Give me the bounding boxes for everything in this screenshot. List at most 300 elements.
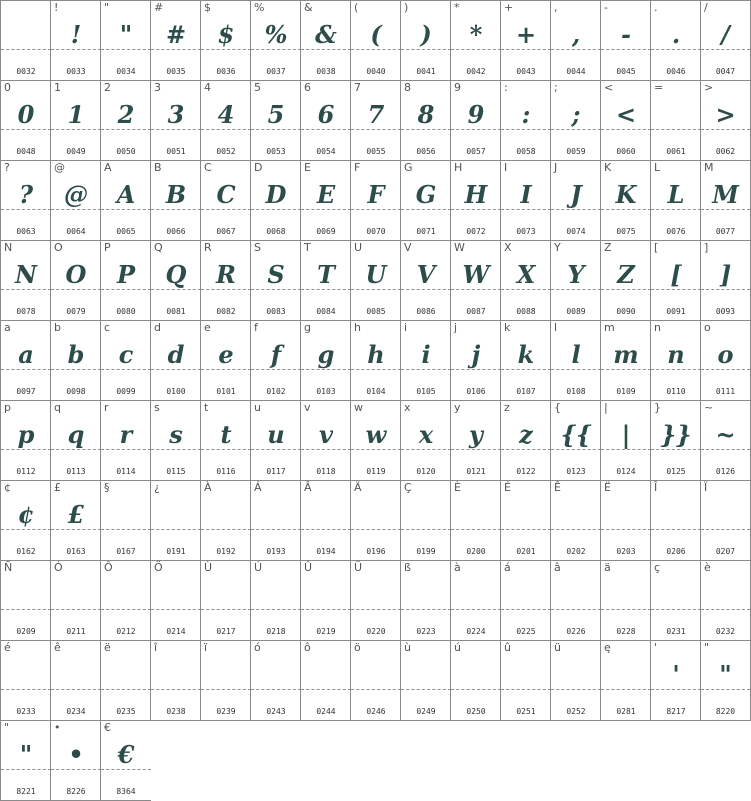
glyph-cell bbox=[50, 720, 101, 801]
glyph-cell bbox=[550, 160, 601, 241]
font-glyph: 2 bbox=[117, 100, 135, 129]
glyph-cell bbox=[100, 400, 151, 481]
glyph-cell bbox=[250, 240, 301, 321]
reference-character: a bbox=[4, 321, 11, 334]
glyph-cell bbox=[250, 640, 301, 721]
font-glyph bbox=[551, 655, 601, 689]
reference-character: X bbox=[504, 241, 512, 254]
font-glyph: s bbox=[169, 420, 183, 449]
reference-character: C bbox=[204, 161, 212, 174]
glyph-cell bbox=[650, 160, 701, 241]
character-code: 0106 bbox=[466, 387, 486, 396]
baseline-divider bbox=[301, 609, 351, 610]
reference-character: ß bbox=[404, 561, 411, 574]
glyph-cell bbox=[200, 160, 251, 241]
reference-character: E bbox=[304, 161, 311, 174]
glyph-cell bbox=[300, 0, 351, 81]
baseline-divider bbox=[251, 529, 301, 530]
font-glyph: A bbox=[116, 180, 136, 209]
baseline-divider bbox=[201, 289, 251, 290]
font-glyph bbox=[151, 495, 201, 529]
reference-character: g bbox=[304, 321, 311, 334]
character-code: 0201 bbox=[516, 547, 536, 556]
character-code: 0202 bbox=[566, 547, 586, 556]
glyph-cell bbox=[450, 560, 501, 641]
character-code: 0081 bbox=[166, 307, 186, 316]
glyph-cell bbox=[650, 80, 701, 161]
font-glyph bbox=[651, 95, 701, 129]
font-glyph: [ bbox=[670, 260, 682, 289]
baseline-divider bbox=[101, 609, 151, 610]
character-code: 0228 bbox=[616, 627, 636, 636]
baseline-divider bbox=[51, 289, 101, 290]
reference-character: Â bbox=[304, 481, 312, 494]
glyph-cell bbox=[700, 560, 751, 641]
reference-character: ù bbox=[404, 641, 411, 654]
reference-character: m bbox=[604, 321, 615, 334]
reference-character: ë bbox=[104, 641, 111, 654]
baseline-divider bbox=[1, 129, 51, 130]
glyph-cell bbox=[500, 0, 551, 81]
baseline-divider bbox=[401, 689, 451, 690]
baseline-divider bbox=[301, 449, 351, 450]
font-glyph: S bbox=[267, 260, 285, 289]
baseline-divider bbox=[101, 689, 151, 690]
glyph-cell bbox=[100, 0, 151, 81]
reference-character: = bbox=[654, 81, 664, 94]
reference-character: u bbox=[254, 401, 261, 414]
baseline-divider bbox=[651, 689, 701, 690]
reference-character: J bbox=[554, 161, 558, 174]
character-code: 0193 bbox=[266, 547, 286, 556]
glyph-cell bbox=[50, 80, 101, 161]
font-glyph: - bbox=[621, 20, 631, 49]
baseline-divider bbox=[101, 529, 151, 530]
baseline-divider bbox=[151, 689, 201, 690]
reference-character: w bbox=[354, 401, 363, 414]
glyph-cell bbox=[0, 320, 51, 401]
character-code: 0085 bbox=[366, 307, 386, 316]
font-glyph: V bbox=[416, 260, 436, 289]
font-glyph: ¢ bbox=[17, 500, 35, 529]
font-glyph: h bbox=[367, 340, 385, 369]
font-glyph: 6 bbox=[317, 100, 335, 129]
reference-character: ) bbox=[404, 1, 409, 14]
glyph-cell bbox=[700, 640, 751, 721]
reference-character: & bbox=[304, 1, 313, 14]
reference-character: Ë bbox=[604, 481, 611, 494]
baseline-divider bbox=[501, 129, 551, 130]
glyph-cell bbox=[450, 640, 501, 721]
character-code: 0034 bbox=[116, 67, 136, 76]
font-glyph: q bbox=[67, 420, 85, 449]
glyph-cell bbox=[700, 480, 751, 561]
baseline-divider bbox=[301, 129, 351, 130]
font-glyph: N bbox=[15, 260, 37, 289]
glyph-cell bbox=[300, 560, 351, 641]
font-glyph bbox=[651, 495, 701, 529]
reference-character: â bbox=[554, 561, 561, 574]
glyph-cell bbox=[100, 560, 151, 641]
reference-character: l bbox=[554, 321, 558, 334]
character-code: 0082 bbox=[216, 307, 236, 316]
glyph-cell bbox=[250, 0, 301, 81]
reference-character: 3 bbox=[154, 81, 161, 94]
baseline-divider bbox=[651, 369, 701, 370]
glyph-cell bbox=[200, 320, 251, 401]
glyph-cell bbox=[200, 80, 251, 161]
reference-character: U bbox=[354, 241, 363, 254]
glyph-cell bbox=[400, 80, 451, 161]
reference-character: Á bbox=[254, 481, 262, 494]
baseline-divider bbox=[351, 209, 401, 210]
baseline-divider bbox=[101, 369, 151, 370]
font-glyph: K bbox=[615, 180, 637, 209]
character-code: 0067 bbox=[216, 227, 236, 236]
character-code: 0079 bbox=[66, 307, 86, 316]
reference-character: Ú bbox=[254, 561, 263, 574]
reference-character: é bbox=[4, 641, 11, 654]
reference-character: V bbox=[404, 241, 412, 254]
reference-character: d bbox=[154, 321, 161, 334]
glyph-cell bbox=[0, 160, 51, 241]
character-code: 0053 bbox=[266, 147, 286, 156]
reference-character: 5 bbox=[254, 81, 261, 94]
reference-character: ! bbox=[54, 1, 59, 14]
font-glyph: w bbox=[365, 420, 387, 449]
glyph-cell bbox=[600, 80, 651, 161]
glyph-cell bbox=[700, 0, 751, 81]
glyph-cell bbox=[0, 480, 51, 561]
character-code: 0218 bbox=[266, 627, 286, 636]
font-glyph: C bbox=[216, 180, 236, 209]
font-glyph bbox=[201, 495, 251, 529]
glyph-cell bbox=[200, 240, 251, 321]
reference-character: 1 bbox=[54, 81, 61, 94]
baseline-divider bbox=[351, 449, 401, 450]
baseline-divider bbox=[501, 529, 551, 530]
reference-character: Ä bbox=[354, 481, 362, 494]
character-code: 0076 bbox=[666, 227, 686, 236]
font-glyph bbox=[351, 655, 401, 689]
glyph-cell bbox=[100, 160, 151, 241]
character-code: 8217 bbox=[666, 707, 686, 716]
glyph-cell bbox=[150, 560, 201, 641]
baseline-divider bbox=[1, 289, 51, 290]
character-code: 0050 bbox=[116, 147, 136, 156]
reference-character: 4 bbox=[204, 81, 211, 94]
baseline-divider bbox=[251, 689, 301, 690]
character-code: 0091 bbox=[666, 307, 686, 316]
font-glyph bbox=[701, 575, 750, 609]
reference-character: # bbox=[154, 1, 164, 14]
character-code: 0251 bbox=[516, 707, 536, 716]
font-glyph bbox=[501, 495, 551, 529]
baseline-divider bbox=[351, 129, 401, 130]
glyph-cell bbox=[50, 640, 101, 721]
font-glyph bbox=[551, 495, 601, 529]
font-glyph: T bbox=[317, 260, 335, 289]
character-code: 0061 bbox=[666, 147, 686, 156]
glyph-cell bbox=[200, 560, 251, 641]
reference-character: L bbox=[654, 161, 661, 174]
character-code: 8220 bbox=[715, 707, 736, 716]
font-glyph: y bbox=[469, 420, 483, 449]
baseline-divider bbox=[1, 609, 51, 610]
character-code: 0033 bbox=[66, 67, 86, 76]
character-code: 0113 bbox=[66, 467, 86, 476]
reference-character: s bbox=[154, 401, 160, 414]
character-code: 0162 bbox=[16, 547, 36, 556]
font-glyph: 0 bbox=[17, 100, 35, 129]
character-code: 0116 bbox=[216, 467, 236, 476]
character-code: 0057 bbox=[466, 147, 486, 156]
font-glyph: + bbox=[515, 20, 537, 49]
baseline-divider bbox=[151, 209, 201, 210]
glyph-cell bbox=[0, 240, 51, 321]
glyph-cell bbox=[150, 400, 201, 481]
glyph-cell bbox=[500, 480, 551, 561]
font-glyph bbox=[101, 495, 151, 529]
glyph-cell bbox=[0, 80, 51, 161]
font-glyph: % bbox=[264, 20, 288, 49]
font-glyph: " bbox=[719, 660, 732, 689]
character-code: 0066 bbox=[166, 227, 186, 236]
character-code: 0083 bbox=[266, 307, 286, 316]
baseline-divider bbox=[351, 529, 401, 530]
reference-character: [ bbox=[654, 241, 659, 254]
baseline-divider bbox=[701, 529, 750, 530]
glyph-cell bbox=[450, 320, 501, 401]
reference-character: à bbox=[454, 561, 461, 574]
reference-character: Q bbox=[154, 241, 163, 254]
reference-character: 8 bbox=[404, 81, 411, 94]
baseline-divider bbox=[551, 369, 601, 370]
character-code: 0112 bbox=[16, 467, 36, 476]
character-code: 0041 bbox=[416, 67, 436, 76]
character-code: 0101 bbox=[216, 387, 236, 396]
baseline-divider bbox=[101, 209, 151, 210]
character-code: 0084 bbox=[316, 307, 336, 316]
character-code: 0064 bbox=[66, 227, 86, 236]
font-glyph: / bbox=[721, 20, 730, 49]
baseline-divider bbox=[201, 369, 251, 370]
glyph-cell bbox=[50, 400, 101, 481]
font-glyph: O bbox=[65, 260, 87, 289]
reference-character: ä bbox=[604, 561, 611, 574]
font-glyph bbox=[201, 575, 251, 609]
glyph-cell bbox=[350, 640, 401, 721]
reference-character: . bbox=[654, 1, 658, 14]
font-glyph: H bbox=[464, 180, 488, 209]
character-code: 0089 bbox=[566, 307, 586, 316]
glyph-cell bbox=[550, 400, 601, 481]
glyph-cell bbox=[350, 400, 401, 481]
reference-character: è bbox=[704, 561, 711, 574]
font-glyph: a bbox=[18, 340, 34, 369]
character-code: 0119 bbox=[366, 467, 386, 476]
font-glyph bbox=[351, 575, 401, 609]
glyph-cell bbox=[350, 0, 401, 81]
glyph-cell bbox=[200, 400, 251, 481]
glyph-cell bbox=[550, 240, 601, 321]
character-code: 0059 bbox=[566, 147, 586, 156]
glyph-cell bbox=[700, 80, 751, 161]
glyph-cell bbox=[600, 160, 651, 241]
reference-character: % bbox=[254, 1, 265, 14]
character-code: 0212 bbox=[116, 627, 136, 636]
reference-character: ô bbox=[304, 641, 311, 654]
font-glyph bbox=[301, 655, 351, 689]
character-code: 0070 bbox=[366, 227, 386, 236]
character-code: 0110 bbox=[666, 387, 686, 396]
character-code: 0078 bbox=[16, 307, 36, 316]
baseline-divider bbox=[1, 689, 51, 690]
glyph-cell bbox=[250, 480, 301, 561]
baseline-divider bbox=[201, 209, 251, 210]
baseline-divider bbox=[201, 129, 251, 130]
character-code: 0055 bbox=[366, 147, 386, 156]
reference-character: î bbox=[154, 641, 158, 654]
character-code: 0235 bbox=[116, 707, 136, 716]
character-code: 0100 bbox=[166, 387, 186, 396]
baseline-divider bbox=[351, 369, 401, 370]
baseline-divider bbox=[251, 289, 301, 290]
reference-character: Z bbox=[604, 241, 612, 254]
character-code: 0035 bbox=[166, 67, 186, 76]
character-code: 0225 bbox=[516, 627, 536, 636]
baseline-divider bbox=[301, 289, 351, 290]
character-code: 0121 bbox=[466, 467, 486, 476]
baseline-divider bbox=[201, 49, 251, 50]
glyph-cell bbox=[200, 480, 251, 561]
baseline-divider bbox=[51, 369, 101, 370]
reference-character: Ç bbox=[404, 481, 412, 494]
character-code: 0036 bbox=[216, 67, 236, 76]
glyph-cell bbox=[350, 160, 401, 241]
reference-character: c bbox=[104, 321, 111, 334]
baseline-divider bbox=[451, 689, 501, 690]
character-code: 0207 bbox=[715, 547, 736, 556]
character-code: 0068 bbox=[266, 227, 286, 236]
glyph-cell bbox=[500, 160, 551, 241]
baseline-divider bbox=[151, 129, 201, 130]
character-code: 0126 bbox=[715, 467, 736, 476]
baseline-divider bbox=[451, 49, 501, 50]
character-code: 0191 bbox=[166, 547, 186, 556]
font-glyph: o bbox=[717, 340, 734, 369]
character-code: 0246 bbox=[366, 707, 386, 716]
font-glyph bbox=[151, 655, 201, 689]
baseline-divider bbox=[501, 49, 551, 50]
glyph-cell bbox=[400, 240, 451, 321]
glyph-cell bbox=[300, 640, 351, 721]
font-glyph bbox=[151, 575, 201, 609]
glyph-cell bbox=[350, 480, 401, 561]
font-glyph: ~ bbox=[715, 420, 736, 449]
reference-character: " bbox=[104, 1, 110, 14]
baseline-divider bbox=[51, 689, 101, 690]
character-code: 0249 bbox=[416, 707, 436, 716]
font-glyph: * bbox=[469, 20, 483, 49]
font-glyph: e bbox=[218, 340, 234, 369]
reference-character: ï bbox=[204, 641, 208, 654]
character-code: 0054 bbox=[316, 147, 336, 156]
font-glyph bbox=[451, 655, 501, 689]
character-code: 0104 bbox=[366, 387, 386, 396]
font-glyph: ( bbox=[370, 20, 382, 49]
character-code: 0234 bbox=[66, 707, 86, 716]
reference-character: Y bbox=[554, 241, 561, 254]
baseline-divider bbox=[651, 129, 701, 130]
glyph-cell bbox=[450, 80, 501, 161]
baseline-divider bbox=[51, 529, 101, 530]
character-code: 0281 bbox=[616, 707, 636, 716]
character-code: 8364 bbox=[116, 787, 136, 796]
baseline-divider bbox=[701, 369, 750, 370]
baseline-divider bbox=[51, 129, 101, 130]
font-glyph bbox=[551, 575, 601, 609]
baseline-divider bbox=[401, 449, 451, 450]
glyph-cell bbox=[400, 560, 451, 641]
font-glyph: g bbox=[317, 340, 335, 369]
reference-character: " bbox=[4, 721, 10, 734]
font-glyph: @ bbox=[64, 180, 88, 209]
reference-character: Ü bbox=[354, 561, 363, 574]
font-glyph bbox=[101, 575, 151, 609]
baseline-divider bbox=[151, 449, 201, 450]
baseline-divider bbox=[601, 129, 651, 130]
font-glyph: P bbox=[116, 260, 136, 289]
font-glyph bbox=[401, 495, 451, 529]
reference-character: f bbox=[254, 321, 258, 334]
reference-character: D bbox=[254, 161, 263, 174]
baseline-divider bbox=[601, 689, 651, 690]
glyph-cell bbox=[650, 560, 701, 641]
font-glyph bbox=[601, 655, 651, 689]
baseline-divider bbox=[451, 209, 501, 210]
glyph-cell bbox=[350, 80, 401, 161]
reference-character: $ bbox=[204, 1, 211, 14]
reference-character: Ê bbox=[554, 481, 561, 494]
character-code: 0217 bbox=[216, 627, 236, 636]
reference-character: t bbox=[204, 401, 209, 414]
baseline-divider bbox=[601, 49, 651, 50]
baseline-divider bbox=[1, 449, 51, 450]
baseline-divider bbox=[401, 609, 451, 610]
baseline-divider bbox=[151, 49, 201, 50]
font-glyph: 9 bbox=[467, 100, 485, 129]
character-code: 0099 bbox=[116, 387, 136, 396]
character-code: 0250 bbox=[466, 707, 486, 716]
font-glyph: n bbox=[667, 340, 685, 369]
reference-character: W bbox=[454, 241, 465, 254]
baseline-divider bbox=[201, 689, 251, 690]
reference-character: e bbox=[204, 321, 211, 334]
reference-character: b bbox=[54, 321, 61, 334]
baseline-divider bbox=[151, 529, 201, 530]
font-glyph bbox=[1, 15, 51, 49]
character-code: 0117 bbox=[266, 467, 286, 476]
font-glyph: l bbox=[571, 340, 581, 369]
font-glyph: 5 bbox=[267, 100, 285, 129]
reference-character: : bbox=[504, 81, 508, 94]
reference-character: ö bbox=[354, 641, 361, 654]
character-code: 0200 bbox=[466, 547, 486, 556]
reference-character: á bbox=[504, 561, 511, 574]
font-glyph bbox=[401, 575, 451, 609]
reference-character: | bbox=[604, 401, 608, 414]
